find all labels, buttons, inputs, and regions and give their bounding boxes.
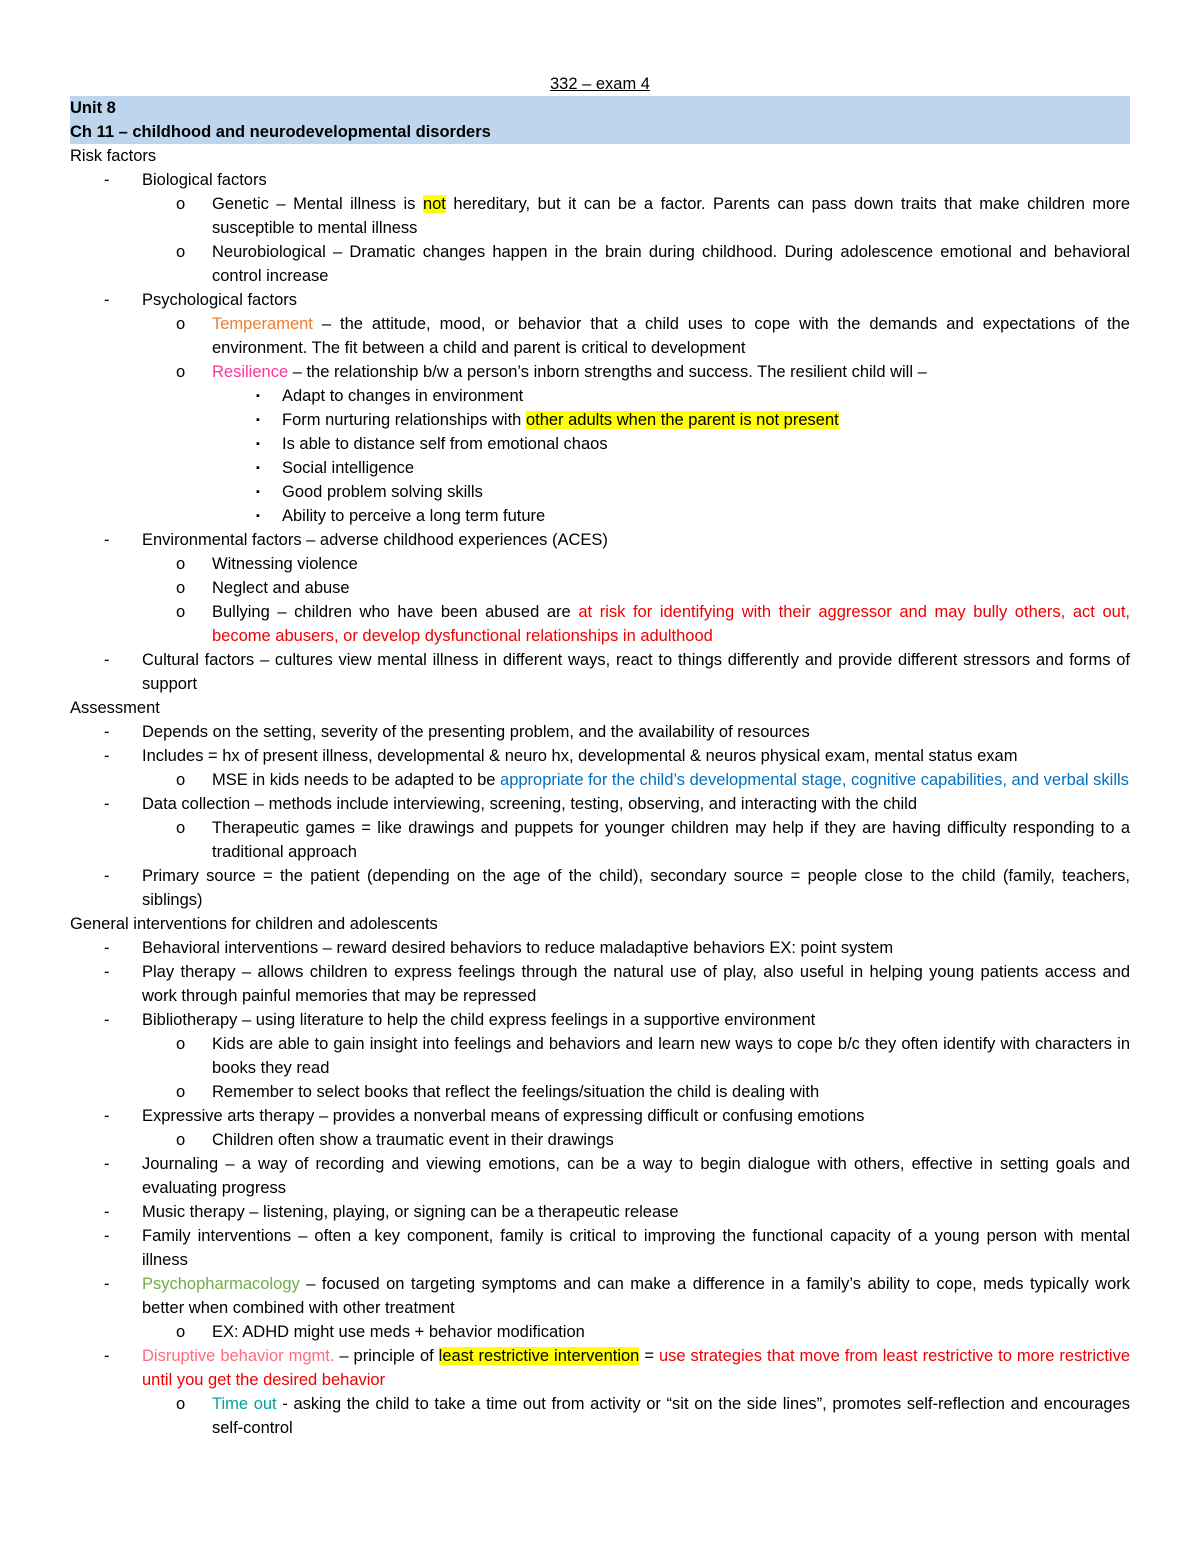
square-bullet: ▪ — [256, 438, 260, 450]
dash-bullet: - — [104, 795, 110, 813]
circle-bullet: o — [176, 819, 186, 837]
square-bullet: ▪ — [256, 486, 260, 498]
highlighted-text: least restrictive intervention — [438, 1347, 640, 1365]
red-emphasis-text: at risk for identifying with their aggressor and may bully others, act out, become abusers, or develop dysfunctional relationships in adulthood — [212, 603, 1130, 645]
document-page — [70, 72, 1130, 1440]
dash-bullet: - — [104, 171, 110, 189]
list-item: o EX: ADHD might use meds + behavior modification — [70, 1320, 1130, 1344]
list-item: o Genetic – Mental illness is not hereditary, but it can be a factor. Parents can pass down traits that make children more susceptible to mental illness — [70, 192, 1130, 240]
circle-bullet: o — [176, 243, 186, 261]
dash-bullet: - — [104, 723, 110, 741]
dash-bullet: - — [104, 1275, 110, 1293]
circle-bullet: o — [176, 1131, 186, 1149]
list-item: ▪ Form nurturing relationships with other adults when the parent is not present — [70, 408, 1130, 432]
circle-bullet: o — [176, 1035, 186, 1053]
square-bullet: ▪ — [256, 390, 260, 402]
circle-bullet: o — [176, 771, 186, 789]
square-bullet: ▪ — [256, 510, 260, 522]
list-item: o Witnessing violence — [70, 552, 1130, 576]
list-item: o MSE in kids needs to be adapted to be appropriate for the child’s developmental stage, cognitive capabilities, and verbal skills — [70, 768, 1130, 792]
list-item: o Neurobiological – Dramatic changes happen in the brain during childhood. During adolescence emotional and behavioral control increase — [70, 240, 1130, 288]
dash-bullet: - — [104, 867, 110, 885]
circle-bullet: o — [176, 363, 186, 381]
term-temperament: Temperament — [212, 315, 313, 333]
list-item: o Temperament – the attitude, mood, or behavior that a child uses to cope with the demands and expectations of the environment. The fit between a child and parent is critical to development — [70, 312, 1130, 360]
list-item: o Children often show a traumatic event in their drawings — [70, 1128, 1130, 1152]
list-item: - Psychopharmacology – focused on targeting symptoms and can make a difference in a family’s ability to cope, meds typically work better when combined with other treatment — [70, 1272, 1130, 1320]
blue-emphasis-text: appropriate for the child’s developmental stage, cognitive capabilities, and verbal skills — [500, 771, 1129, 789]
list-item: o Bullying – children who have been abused are at risk for identifying with their aggressor and may bully others, act out, become abusers, or develop dysfunctional relationships in adulthood — [70, 600, 1130, 648]
circle-bullet: o — [176, 315, 186, 333]
list-item: - Depends on the setting, severity of the presenting problem, and the availability of resources — [70, 720, 1130, 744]
list-item: ▪ Good problem solving skills — [70, 480, 1130, 504]
list-item: - Primary source = the patient (depending on the age of the child), secondary source = people close to the child (family, teachers, siblings) — [70, 864, 1130, 912]
list-item: - Play therapy – allows children to express feelings through the natural use of play, also useful in helping young patients access and work through painful memories that may be repressed — [70, 960, 1130, 1008]
dash-bullet: - — [104, 651, 110, 669]
section-heading-interventions: General interventions for children and adolescents — [70, 915, 438, 933]
list-item: - Behavioral interventions – reward desired behaviors to reduce maladaptive behaviors EX: point system — [70, 936, 1130, 960]
list-item: o Kids are able to gain insight into feelings and behaviors and learn new ways to cope b/c they often identify with characters in books they read — [70, 1032, 1130, 1080]
dash-bullet: - — [104, 939, 110, 957]
circle-bullet: o — [176, 1395, 186, 1413]
list-item: - Journaling – a way of recording and viewing emotions, can be a way to begin dialogue with others, effective in setting goals and evaluating progress — [70, 1152, 1130, 1200]
section-heading-assessment: Assessment — [70, 699, 160, 717]
dash-bullet: - — [104, 747, 110, 765]
highlighted-text: other adults when the parent is not present — [525, 411, 839, 429]
dash-bullet: - — [104, 1011, 110, 1029]
list-item: o Resilience – the relationship b/w a person’s inborn strengths and success. The resilient child will – — [70, 360, 1130, 384]
list-item: o Neglect and abuse — [70, 576, 1130, 600]
dash-bullet: - — [104, 1347, 110, 1365]
circle-bullet: o — [176, 195, 186, 213]
dash-bullet: - — [104, 963, 110, 981]
dash-bullet: - — [104, 1155, 110, 1173]
list-item: - Biological factors — [70, 168, 1130, 192]
term-time-out: Time out — [212, 1395, 277, 1413]
list-item: ▪ Adapt to changes in environment — [70, 384, 1130, 408]
unit-heading: Unit 8 — [70, 99, 116, 117]
chapter-heading: Ch 11 – childhood and neurodevelopmental disorders — [70, 123, 491, 141]
list-item: - Bibliotherapy – using literature to help the child express feelings in a supportive environment — [70, 1008, 1130, 1032]
page-title: 332 – exam 4 — [550, 75, 650, 93]
dash-bullet: - — [104, 1203, 110, 1221]
dash-bullet: - — [104, 1107, 110, 1125]
dash-bullet: - — [104, 291, 110, 309]
list-item: - Expressive arts therapy – provides a nonverbal means of expressing difficult or confusing emotions — [70, 1104, 1130, 1128]
unit-header-band — [70, 96, 1130, 144]
circle-bullet: o — [176, 579, 186, 597]
term-resilience: Resilience — [212, 363, 289, 381]
circle-bullet: o — [176, 603, 186, 621]
section-heading-risk-factors: Risk factors — [70, 147, 157, 165]
circle-bullet: o — [176, 1323, 186, 1341]
term-psychopharmacology: Psychopharmacology — [142, 1275, 300, 1293]
list-item: - Cultural factors – cultures view mental illness in different ways, react to things differently and provide different stressors and forms of support — [70, 648, 1130, 696]
dash-bullet: - — [104, 1227, 110, 1245]
list-item: ▪ Ability to perceive a long term future — [70, 504, 1130, 528]
term-disruptive-behavior: Disruptive behavior mgmt. — [142, 1347, 335, 1365]
circle-bullet: o — [176, 555, 186, 573]
red-emphasis-text: use strategies that move from least restrictive to more restrictive until you get the desired behavior — [142, 1347, 1131, 1389]
list-item: - Family interventions – often a key component, family is critical to improving the functional capacity of a young person with mental illness — [70, 1224, 1130, 1272]
square-bullet: ▪ — [256, 414, 260, 426]
list-item: o Time out - asking the child to take a time out from activity or “sit on the side lines”, promotes self-reflection and encourages self-control — [70, 1392, 1130, 1440]
square-bullet: ▪ — [256, 462, 260, 474]
circle-bullet: o — [176, 1083, 186, 1101]
list-item: o Remember to select books that reflect the feelings/situation the child is dealing with — [70, 1080, 1130, 1104]
list-item: - Data collection – methods include interviewing, screening, testing, observing, and interacting with the child — [70, 792, 1130, 816]
list-item: - Psychological factors — [70, 288, 1130, 312]
highlighted-text: not — [422, 195, 446, 213]
list-item: o Therapeutic games = like drawings and puppets for younger children may help if they are having difficulty responding to a traditional approach — [70, 816, 1130, 864]
list-item: ▪ Is able to distance self from emotional chaos — [70, 432, 1130, 456]
dash-bullet: - — [104, 531, 110, 549]
list-item: - Disruptive behavior mgmt. – principle of least restrictive intervention = use strategies that move from least restrictive to more restrictive until you get the desired behavior — [70, 1344, 1130, 1392]
list-item: - Music therapy – listening, playing, or signing can be a therapeutic release — [70, 1200, 1130, 1224]
list-item: ▪ Social intelligence — [70, 456, 1130, 480]
list-item: - Includes = hx of present illness, developmental & neuro hx, developmental & neuros physical exam, mental status exam — [70, 744, 1130, 768]
list-item: - Environmental factors – adverse childhood experiences (ACES) — [70, 528, 1130, 552]
